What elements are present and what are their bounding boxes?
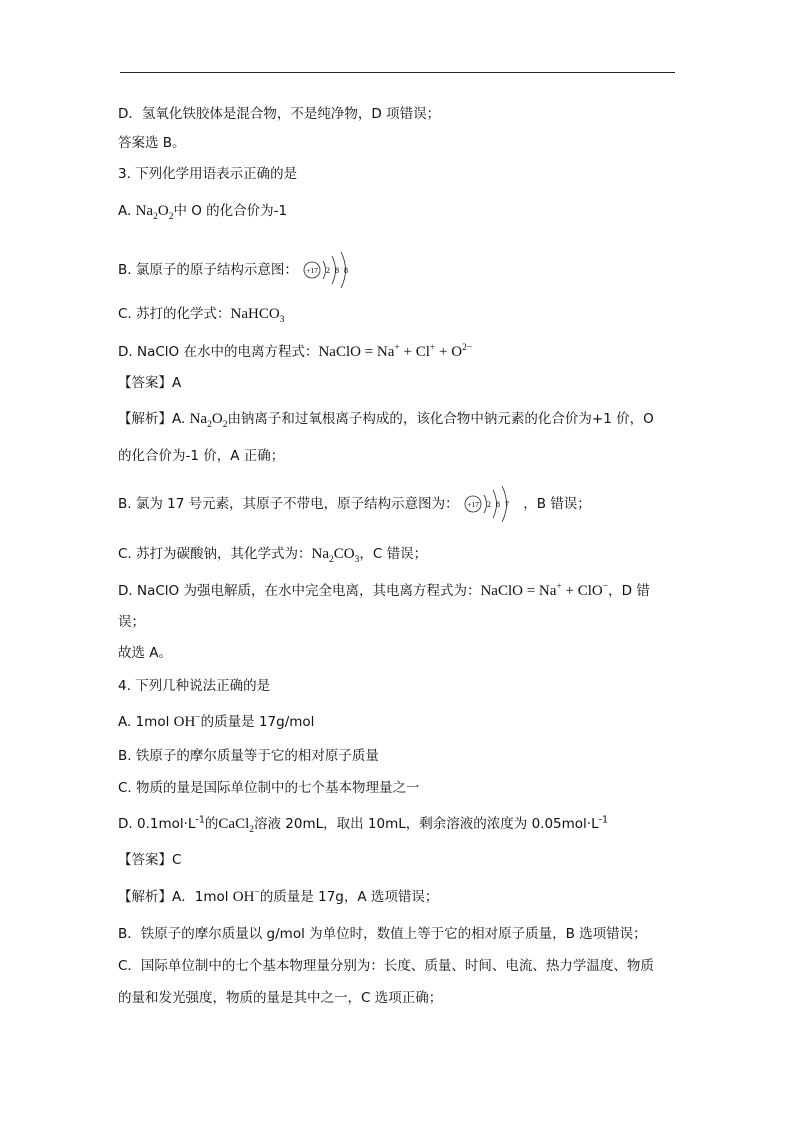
shell-2-electrons: 8 <box>495 500 500 509</box>
q3-explanation-c: C. 苏打为碳酸钠，其化学式为：$Na_2CO_3$，C 错误； <box>118 546 428 565</box>
header-rule <box>120 72 675 73</box>
q3-option-d: D. NaClO 在水中的电离方程式：NaClO = $Na^+ + Cl^+ + O^{2-}$ <box>118 343 473 360</box>
q3-explanation-d: D. NaClO 为强电解质，在水中完全电离，其电离方程式为：NaClO = Na+ + ClO−，D 错 <box>118 582 650 599</box>
shell-1-electrons: 2 <box>486 500 491 509</box>
q3-explanation-d-cont: 误； <box>118 614 145 630</box>
q4-stem: 4. 下列几种说法正确的是 <box>118 678 271 694</box>
prev-answer-conclusion: 答案选 B。 <box>118 135 186 151</box>
q3-option-b: B. 氯原子的原子结构示意图： +17 2 8 8 <box>118 250 358 290</box>
q3-explanation-b: B. 氯为 17 号元素，其原子不带电，原子结构示意图为： +17 2 8 7 ，B 错误； <box>118 484 591 524</box>
q4-answer: 【答案】C <box>118 852 182 868</box>
chlorine-atom-diagram-icon <box>302 250 358 290</box>
shell-2-electrons: 8 <box>335 266 340 275</box>
q4-explanation-a: 【解析】A．1mol OH−的质量是 17g，A 选项错误； <box>118 888 439 905</box>
q4-explanation-b: B．铁原子的摩尔质量以 g/mol 为单位时，数值上等于它的相对原子质量，B 选项错误； <box>118 926 647 942</box>
q4-explanation-c-cont: 的量和发光强度，物质的量是其中之一，C 选项正确； <box>118 990 443 1006</box>
chlorine-atom-diagram-icon <box>463 484 519 524</box>
nucleus-label: +17 <box>306 266 319 275</box>
q3-explanation-a: 【解析】A. $Na_2O_2$由钠离子和过氧根离子构成的，该化合物中钠元素的化合价为+1 价，O <box>118 411 654 430</box>
q3-explanation-a-cont: 的化合价为-1 价，A 正确； <box>118 448 285 464</box>
q4-option-a: A. 1mol OH−的质量是 17g/mol <box>118 713 315 730</box>
q3-stem: 3. 下列化学用语表示正确的是 <box>118 166 298 182</box>
q3-option-c: C. 苏打的化学式：NaHCO$_3$ <box>118 306 285 325</box>
shell-1-electrons: 2 <box>326 266 331 275</box>
prev-option-d-explanation: D．氢氧化铁胶体是混合物，不是纯净物，D 项错误； <box>118 106 441 122</box>
q4-option-d: D. $0.1mol\cdot L^{-1}$的CaCl$_2$溶液 20mL，取出 10mL，剩余溶液的浓度为 $0.05mol\cdot L^{-1}$ <box>118 814 609 835</box>
q3-option-a: A. $Na_2O_2$中 O 的化合价为-1 <box>118 203 288 222</box>
q4-explanation-c: C．国际单位制中的七个基本物理量分别为：长度、质量、时间、电流、热力学温度、物质 <box>118 958 654 974</box>
q3-answer: 【答案】A <box>118 375 182 391</box>
q4-option-b: B. 铁原子的摩尔质量等于它的相对原子质量 <box>118 748 379 764</box>
q3-conclusion: 故选 A。 <box>118 645 173 661</box>
nucleus-label: +17 <box>467 500 479 509</box>
q4-option-c: C. 物质的量是国际单位制中的七个基本物理量之一 <box>118 780 420 796</box>
shell-3-electrons: 8 <box>344 266 349 275</box>
shell-3-electrons: 7 <box>504 500 509 509</box>
